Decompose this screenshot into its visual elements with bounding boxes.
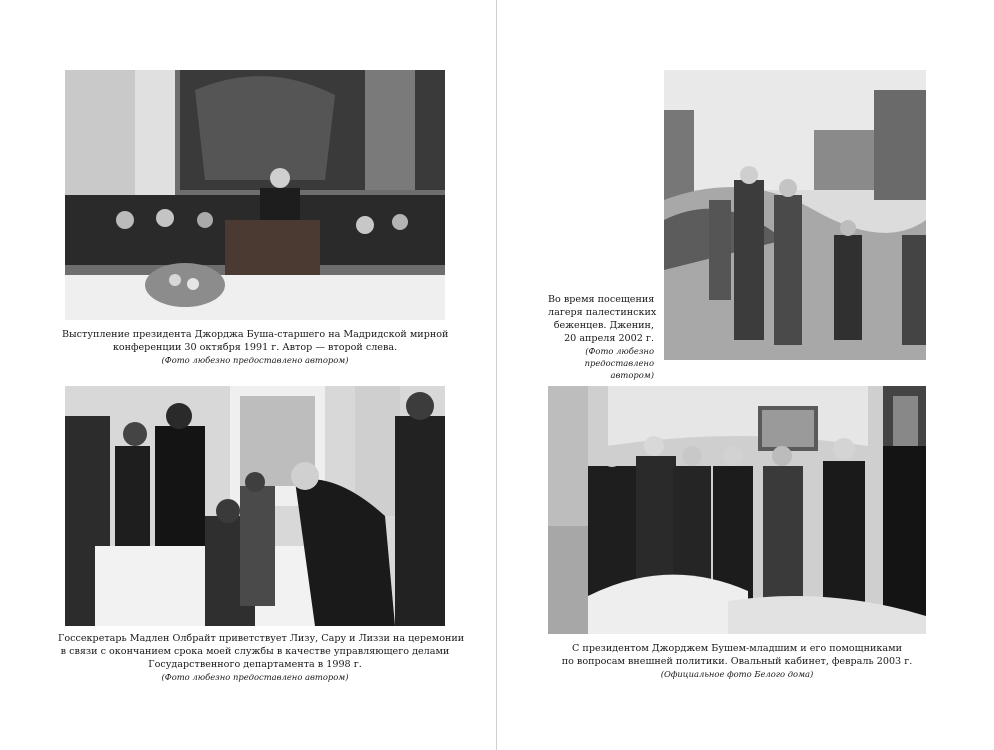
oval-office-photo	[548, 386, 926, 634]
caption-line: Во время посещения	[548, 294, 655, 305]
caption-line: С президентом Джорджем Бушем-младшим и его помощниками	[572, 643, 902, 654]
photo-credit-line: предоставлено автором)	[584, 358, 654, 380]
photo-credit: (Фото любезно предоставлено автором)	[161, 672, 349, 682]
caption-line: 20 апреля 2002 г.	[564, 333, 654, 344]
albright-ceremony-photo	[65, 386, 445, 626]
albright-caption	[58, 632, 465, 683]
book-spine	[496, 0, 497, 750]
caption-line: лагеря палестинских	[548, 307, 657, 318]
photo-credit: (Фото любезно предоставлено автором)	[161, 355, 349, 365]
caption-line: беженцев. Дженин,	[553, 320, 654, 331]
jenin-camp-photo	[664, 70, 926, 360]
madrid-caption	[62, 328, 448, 366]
jenin-caption	[548, 293, 657, 381]
madrid-conference-photo	[65, 70, 445, 320]
photo-credit-line: (Фото любезно	[585, 346, 654, 356]
photo-credit: (Официальное фото Белого дома)	[660, 669, 814, 679]
caption-line: по вопросам внешней политики. Овальный кабинет, февраль 2003 г.	[561, 656, 913, 667]
caption-line: Госсекретарь Мадлен Олбрайт приветствует Лизу, Сару и Лиззи на церемонии	[58, 633, 465, 644]
oval-office-caption	[540, 642, 934, 680]
caption-line: Государственного департамента в 1998 г.	[148, 659, 362, 670]
caption-line: Выступление президента Джорджа Буша-старшего на Мадридской мирной	[62, 329, 449, 340]
caption-line: в связи с окончанием срока моей службы в качестве управляющего делами	[60, 646, 450, 657]
caption-line: конференции 30 октября 1991 г. Автор — второй слева.	[112, 342, 398, 353]
